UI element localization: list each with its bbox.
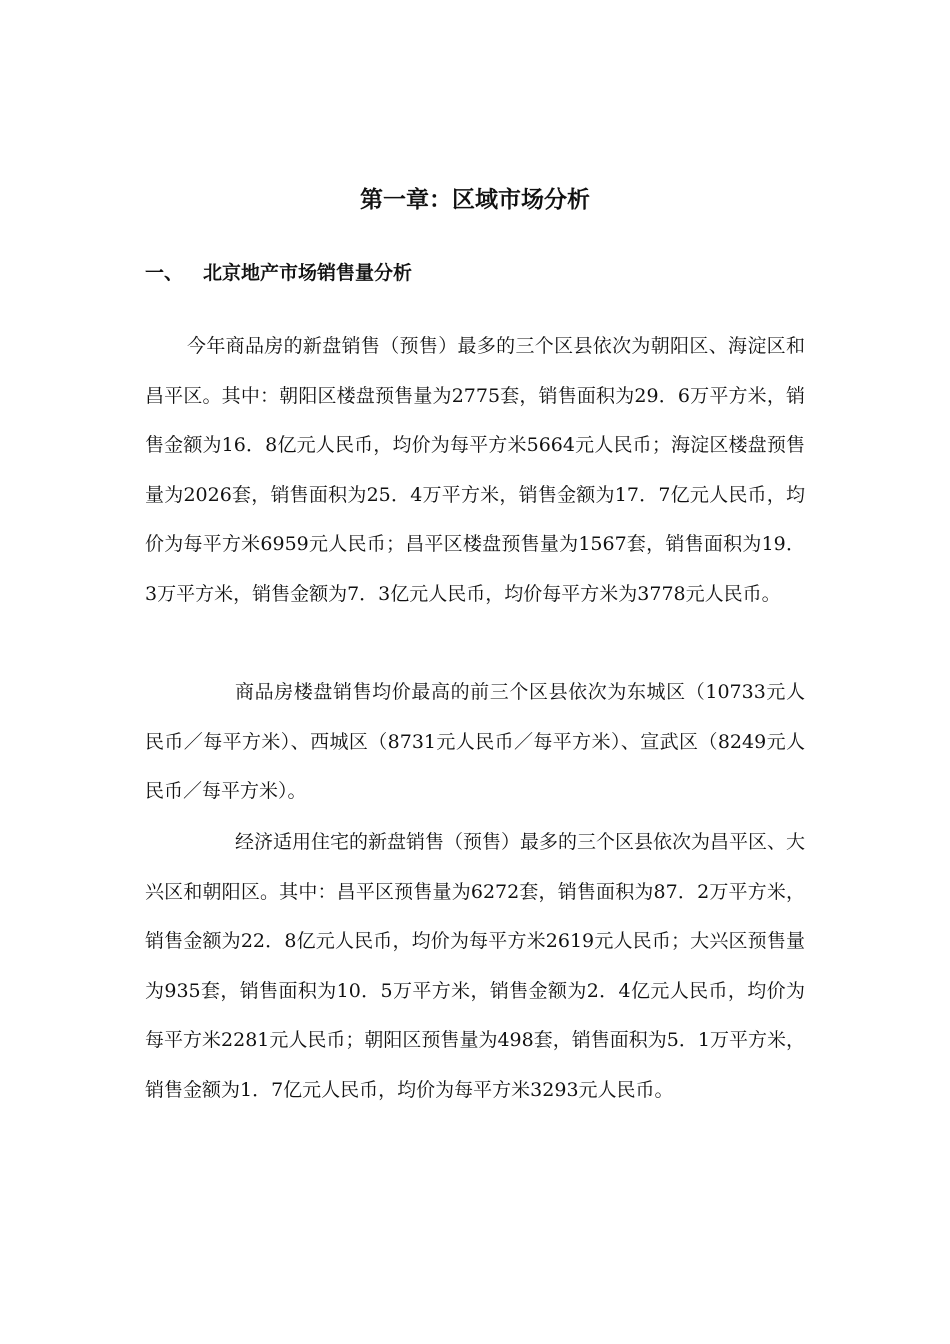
paragraph-average-price: 商品房楼盘销售均价最高的前三个区县依次为东城区（10733元人民币／每平方米）、西城区（8731元人民币／每平方米）、宣武区（8249元人民币／每平方米）。 <box>145 681 805 802</box>
section-title: 北京地产市场销售量分析 <box>203 262 413 284</box>
section-number: 一、 <box>145 262 184 284</box>
paragraph-affordable-housing: 经济适用住宅的新盘销售（预售）最多的三个区县依次为昌平区、大兴区和朝阳区。其中：昌平区预售量为6272套，销售面积为87．2万平方米，销售金额为22．8亿元人民币，均价为每平方米2619元人民币；大兴区预售量为935套，销售面积为10．5万平方米，销售金额为2．4亿元人民币，均价为每平方米2281元人民币；朝阳区预售量为498套，销售面积为5．1万平方米，销售金额为1．7亿元人民币，均价为每平方米3293元人民币。 <box>145 831 806 1101</box>
chapter-title: 第一章：区域市场分析 <box>360 187 590 213</box>
paragraph-commercial-sales: 今年商品房的新盘销售（预售）最多的三个区县依次为朝阳区、海淀区和昌平区。其中：朝阳区楼盘预售量为2775套，销售面积为29．6万平方米，销售金额为16．8亿元人民币，均价为每平方米5664元人民币；海淀区楼盘预售量为2026套，销售面积为25．4万平方米，销售金额为17．7亿元人民币，均价为每平方米6959元人民币；昌平区楼盘预售量为1567套，销售面积为19．3万平方米，销售金额为7．3亿元人民币，均价每平方米为3778元人民币。 <box>145 335 805 605</box>
section-heading <box>145 258 805 288</box>
